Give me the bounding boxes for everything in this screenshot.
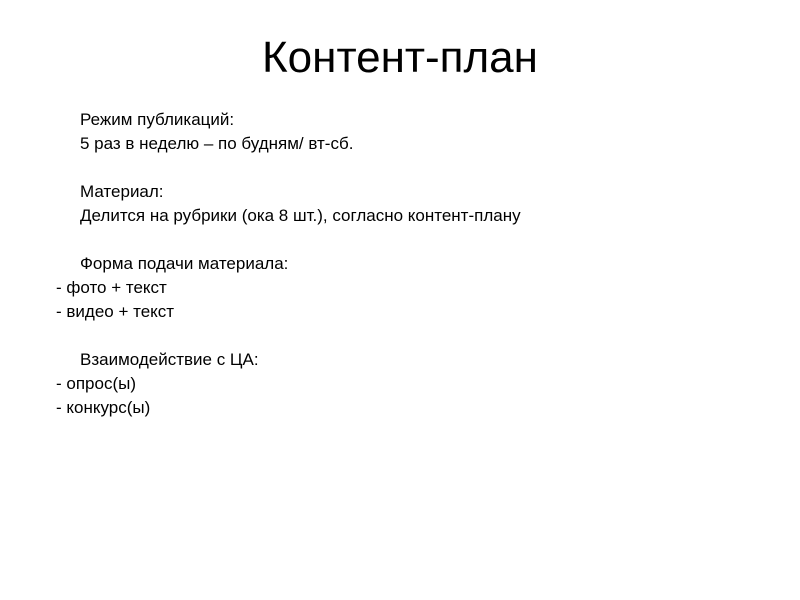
section-text: 5 раз в неделю – по будням/ вт-сб. (80, 134, 354, 153)
section-text: Делится на рубрики (ока 8 шт.), согласно контент-плану (80, 206, 521, 225)
section-heading: Материал: (80, 182, 164, 201)
slide-title: Контент-план (262, 33, 538, 82)
spacer (56, 156, 756, 180)
section-audience-interaction (56, 348, 756, 420)
slide-body (56, 108, 756, 420)
section-material (56, 180, 756, 228)
section-publication-mode (56, 108, 756, 156)
spacer (56, 228, 756, 252)
spacer (56, 324, 756, 348)
section-material-form (56, 252, 756, 324)
bullet-item: - конкурс(ы) (56, 398, 151, 417)
section-heading: Взаимодействие с ЦА: (80, 350, 259, 369)
section-heading: Форма подачи материала: (80, 254, 289, 273)
section-heading: Режим публикаций: (80, 110, 235, 129)
bullet-item: - видео + текст (56, 302, 175, 321)
bullet-item: - опрос(ы) (56, 374, 136, 393)
bullet-item: - фото + текст (56, 278, 167, 297)
